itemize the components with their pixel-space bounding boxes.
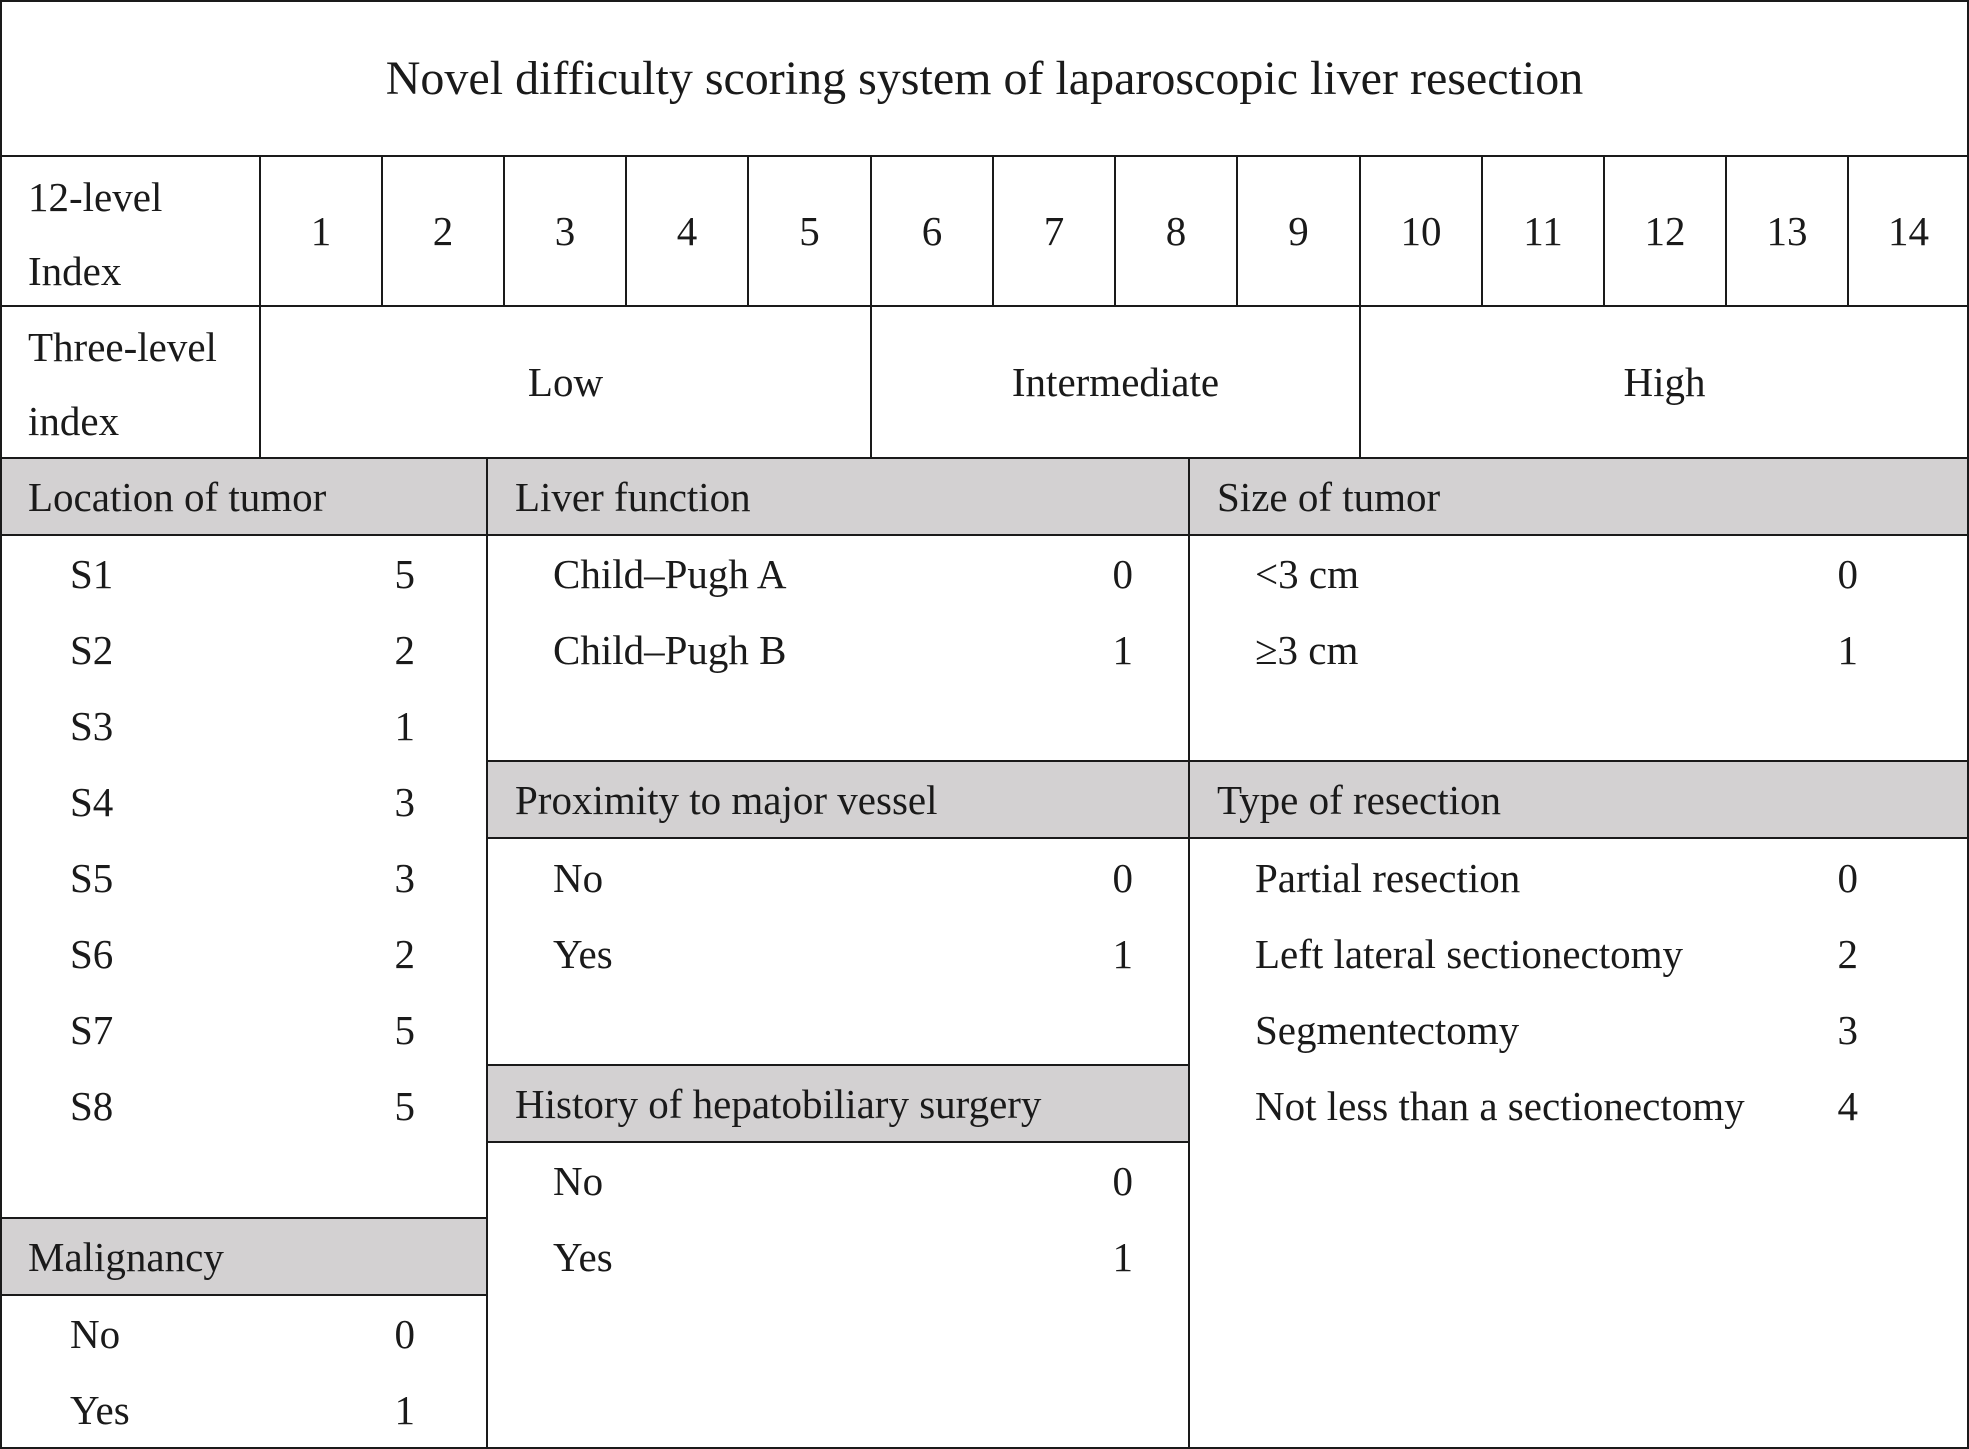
- location-item-label: S6: [70, 931, 114, 977]
- resection-item-label: Partial resection: [1255, 855, 1521, 901]
- history-item-row: [553, 1234, 1133, 1280]
- malignancy-item-row: [70, 1387, 415, 1433]
- resection-item-score: 3: [1837, 1007, 1858, 1053]
- grid-line: [747, 156, 749, 306]
- grid-line: [259, 156, 261, 306]
- size-item-score: 1: [1837, 627, 1858, 673]
- twelve-level-value: 14: [1888, 208, 1929, 254]
- three-level-high: High: [1623, 359, 1706, 405]
- location-item-label: S1: [70, 551, 114, 597]
- history-item-row: [553, 1158, 1133, 1204]
- location-item-row: [70, 703, 415, 749]
- resection-item-row: [1255, 855, 1858, 901]
- size-of-tumor-header: Size of tumor: [1189, 458, 1969, 535]
- location-item-row: [70, 627, 415, 673]
- twelve-level-label: [0, 156, 260, 306]
- twelve-level-value: 1: [310, 208, 332, 254]
- location-item-label: S5: [70, 855, 114, 901]
- grid-line: [0, 534, 1969, 536]
- size-item-score: 0: [1837, 551, 1858, 597]
- proximity-item-score: 1: [1112, 931, 1133, 977]
- grid-line: [0, 1294, 487, 1296]
- size-item-row: [1255, 551, 1858, 597]
- liver-function-item-score: 0: [1112, 551, 1133, 597]
- grid-line: [0, 0, 1969, 2]
- liver-function-item-row: [553, 627, 1133, 673]
- proximity-header: Proximity to major vessel: [487, 761, 1189, 838]
- three-level-label-line1: Three-level: [28, 324, 217, 370]
- size-item-label: <3 cm: [1255, 551, 1359, 597]
- grid-line: [503, 156, 505, 306]
- liver-function-item-label: Child–Pugh B: [553, 627, 787, 673]
- table-title: Novel difficulty scoring system of laparoscopic liver resection: [385, 51, 1584, 105]
- liver-function-item-row: [553, 551, 1133, 597]
- twelve-level-value: 4: [676, 208, 698, 254]
- resection-item-row: [1255, 931, 1858, 977]
- grid-line: [0, 457, 1969, 459]
- twelve-level-value: 2: [432, 208, 454, 254]
- size-item-row: [1255, 627, 1858, 673]
- grid-line: [870, 306, 872, 458]
- grid-line: [487, 837, 1969, 839]
- grid-line: [1359, 156, 1361, 306]
- resection-item-row: [1255, 1007, 1858, 1053]
- type-of-resection-header: Type of resection: [1189, 761, 1969, 838]
- three-level-low: Low: [527, 359, 604, 405]
- grid-line: [1188, 458, 1190, 1449]
- twelve-level-value: 9: [1288, 208, 1309, 254]
- location-item-row: [70, 931, 415, 977]
- malignancy-item-score: 0: [394, 1311, 415, 1357]
- grid-line: [0, 0, 2, 1449]
- twelve-level-value: 8: [1165, 208, 1187, 254]
- grid-line: [487, 1064, 1189, 1066]
- grid-line: [1847, 156, 1849, 306]
- grid-line: [486, 458, 488, 1449]
- location-item-label: S8: [70, 1083, 114, 1129]
- location-item-row: [70, 779, 415, 825]
- resection-item-score: 0: [1837, 855, 1858, 901]
- proximity-item-row: [553, 931, 1133, 977]
- grid-line: [0, 155, 1969, 157]
- grid-line: [0, 1217, 487, 1219]
- grid-line: [870, 156, 872, 306]
- location-item-score: 5: [394, 1007, 415, 1053]
- grid-line: [1236, 156, 1238, 306]
- resection-item-score: 2: [1837, 931, 1858, 977]
- grid-line: [381, 156, 383, 306]
- location-item-row: [70, 1083, 415, 1129]
- location-item-row: [70, 855, 415, 901]
- history-item-label: Yes: [553, 1234, 613, 1280]
- three-level-intermediate: Intermediate: [1011, 359, 1220, 405]
- location-item-score: 3: [394, 855, 415, 901]
- grid-line: [259, 306, 261, 458]
- malignancy-item-row: [70, 1311, 415, 1357]
- location-item-score: 5: [394, 551, 415, 597]
- grid-line: [1481, 156, 1483, 306]
- three-level-label-line2: index: [28, 398, 120, 444]
- twelve-level-value: 12: [1644, 208, 1686, 254]
- liver-function-header: Liver function: [487, 458, 1189, 535]
- location-item-row: [70, 551, 415, 597]
- location-item-score: 3: [394, 779, 415, 825]
- location-item-score: 5: [394, 1083, 415, 1129]
- resection-item-row: [1255, 1083, 1858, 1129]
- twelve-level-value: 7: [1043, 208, 1065, 254]
- three-level-label: [0, 306, 260, 458]
- grid-line: [487, 760, 1969, 762]
- grid-line: [992, 156, 994, 306]
- malignancy-item-label: No: [70, 1311, 121, 1357]
- location-item-row: [70, 1007, 415, 1053]
- grid-line: [487, 1141, 1189, 1143]
- grid-line: [1725, 156, 1727, 306]
- liver-function-item-score: 1: [1112, 627, 1133, 673]
- malignancy-header: Malignancy: [0, 1218, 487, 1295]
- twelve-level-value: 11: [1523, 208, 1563, 254]
- size-item-label: ≥3 cm: [1255, 627, 1359, 673]
- proximity-item-label: No: [553, 855, 604, 901]
- location-item-label: S4: [70, 779, 114, 825]
- liver-function-item-label: Child–Pugh A: [553, 551, 787, 597]
- location-item-label: S7: [70, 1007, 114, 1053]
- twelve-level-value: 6: [921, 208, 943, 254]
- location-item-score: 2: [394, 627, 415, 673]
- history-item-score: 0: [1112, 1158, 1133, 1204]
- twelve-level-value: 3: [554, 208, 576, 254]
- location-item-score: 2: [394, 931, 415, 977]
- resection-item-label: Left lateral sectionectomy: [1255, 931, 1684, 977]
- twelve-level-label-line2: Index: [28, 248, 122, 294]
- proximity-item-row: [553, 855, 1133, 901]
- twelve-level-value: 10: [1400, 208, 1442, 254]
- grid-line: [1359, 306, 1361, 458]
- history-item-score: 1: [1112, 1234, 1133, 1280]
- location-item-score: 1: [394, 703, 415, 749]
- history-header: History of hepatobiliary surgery: [487, 1065, 1189, 1142]
- history-item-label: No: [553, 1158, 604, 1204]
- grid-line: [625, 156, 627, 306]
- malignancy-item-label: Yes: [70, 1387, 130, 1433]
- location-item-label: S3: [70, 703, 114, 749]
- grid-line: [1114, 156, 1116, 306]
- resection-item-score: 4: [1837, 1083, 1858, 1129]
- location-of-tumor-header: Location of tumor: [0, 458, 487, 535]
- twelve-level-value: 13: [1766, 208, 1808, 254]
- resection-item-label: Not less than a sectionectomy: [1255, 1083, 1745, 1129]
- twelve-level-label-line1: 12-level: [28, 174, 163, 220]
- location-item-label: S2: [70, 627, 114, 673]
- resection-item-label: Segmentectomy: [1255, 1007, 1520, 1053]
- proximity-item-score: 0: [1112, 855, 1133, 901]
- twelve-level-value: 5: [799, 208, 820, 254]
- malignancy-item-score: 1: [394, 1387, 415, 1433]
- grid-line: [1603, 156, 1605, 306]
- grid-line: [0, 305, 1969, 307]
- proximity-item-label: Yes: [553, 931, 613, 977]
